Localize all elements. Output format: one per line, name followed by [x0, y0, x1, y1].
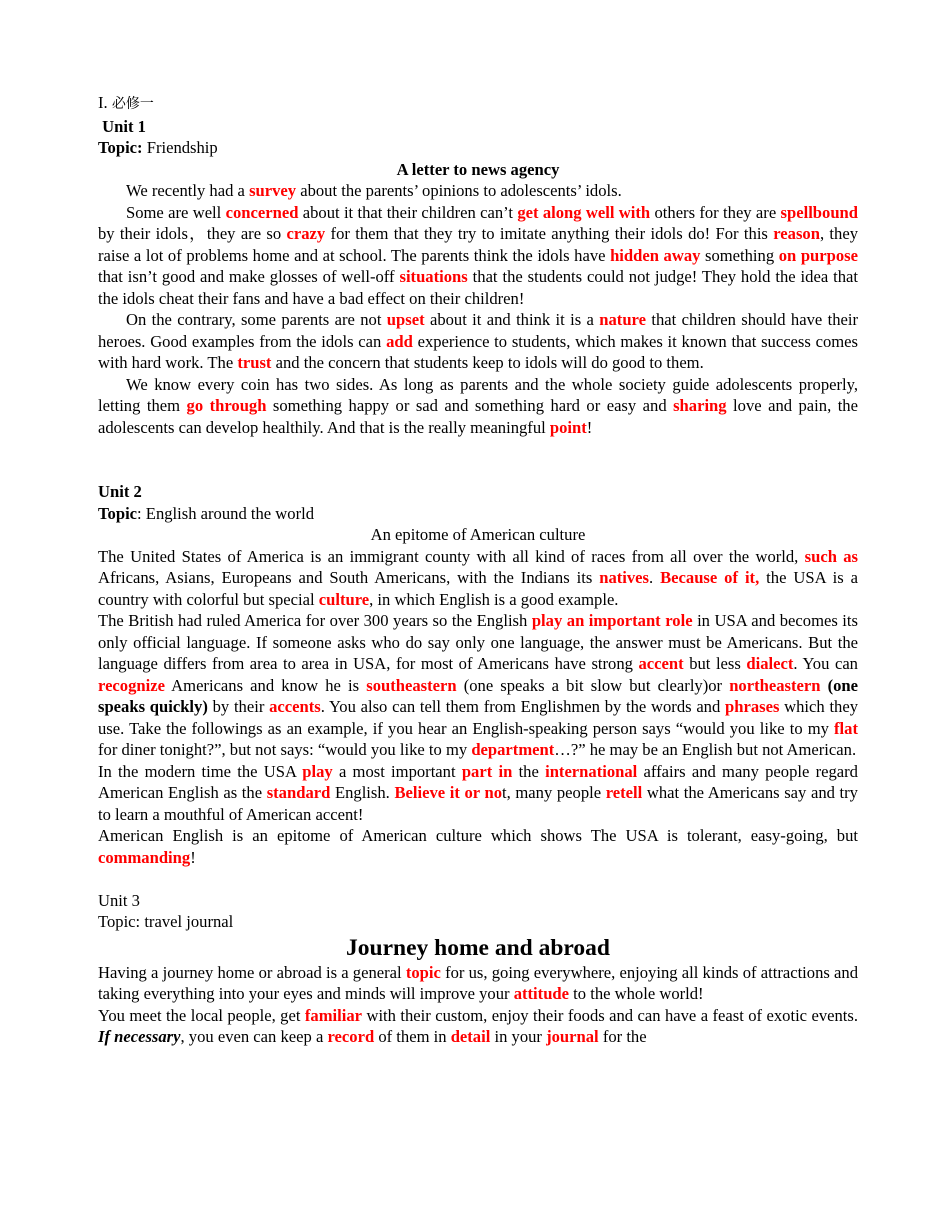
keyword: accents [269, 697, 321, 716]
keyword: Believe it or no [394, 783, 502, 802]
unit-1-article-title: A letter to news agency [396, 159, 560, 179]
keyword: crazy [286, 224, 326, 243]
text-run: for the [598, 1027, 647, 1046]
text-run: experience to students, which makes it known that success comes with hard work. The [98, 331, 858, 372]
keyword: accent [638, 654, 684, 673]
emphasis-phrase: If necessary [98, 1027, 181, 1046]
unit-1-paragraph [98, 202, 858, 310]
keyword: get along well with [517, 202, 651, 222]
unit-2-paragraph [98, 825, 858, 868]
text-run: You meet the local people, get [98, 1005, 305, 1025]
text-run: with their custom, enjoy their foods and can have a feast of exotic events. [362, 1005, 859, 1025]
text-run: ! [586, 417, 593, 437]
unit-2-topic: Topic: English around the world [98, 503, 315, 523]
keyword: standard [266, 783, 331, 802]
unit-2-paragraph [98, 761, 858, 826]
keyword: on purpose [778, 245, 858, 265]
text-run: . You can [793, 654, 858, 673]
bold-phrase: (one speaks quickly) [98, 675, 858, 716]
unit-1-label: Unit 1 [102, 116, 146, 136]
text-run: the [512, 761, 546, 781]
text-run: about it that their children can’t [298, 202, 518, 222]
text-run: On the contrary, some parents are not [126, 310, 387, 329]
keyword: point [549, 417, 587, 437]
unit-3-label: Unit 3 [98, 890, 140, 910]
keyword: spellbound [780, 202, 859, 222]
keyword: trust [237, 353, 272, 372]
keyword: natives [599, 568, 649, 587]
unit-2-paragraph [98, 546, 858, 611]
text-run: In the modern time the USA [98, 761, 303, 781]
text-run: by their [207, 697, 270, 716]
unit-3-article-title: Journey home and abroad [346, 934, 610, 961]
text-run: Having a journey home or abroad is a general [98, 962, 406, 982]
keyword: flat [834, 718, 858, 738]
unit-2-article-title: An epitome of American culture [370, 525, 586, 544]
unit-1-paragraphs [98, 180, 858, 438]
document-body [98, 92, 858, 1048]
keyword: dialect [746, 654, 794, 673]
keyword: southeastern [366, 675, 457, 695]
section-title: 必修一 [111, 97, 154, 112]
text-run: t, many people [502, 783, 606, 802]
unit-3-paragraph [98, 962, 858, 1005]
unit-2-label: Unit 2 [98, 482, 142, 501]
text-run: …?” he may be an English but not American. [554, 740, 857, 759]
text-run: that the students could not judge! They hold the idea that the idols cheat their fans and have a bad effect on their children! [98, 267, 859, 308]
text-run: for diner tonight?”, but not says: “would you like to my [98, 740, 472, 759]
text-run: in your [490, 1027, 547, 1046]
text-run: but less [683, 654, 747, 673]
keyword: phrases [725, 697, 780, 716]
text-run: . You also can tell them from Englishmen by the words and [320, 697, 726, 716]
keyword: Because of it, [660, 568, 760, 587]
keyword: detail [450, 1027, 491, 1046]
text-run: a most important [332, 761, 462, 781]
text-run: by their idols，they are so [98, 224, 287, 243]
text-run: for them that they try to imitate anything their idols do! For this [325, 224, 774, 243]
text-run: which they use. Take the followings as an example, if you hear an English-speaking person says “would you like to my [98, 697, 859, 738]
keyword: reason [773, 224, 820, 243]
keyword: retell [605, 783, 643, 802]
text-run: affairs and many people regard American English as the [98, 761, 858, 802]
text-run: We know every coin has two sides. As long as parents and the whole society guide adolescents properly, letting them [98, 374, 858, 415]
text-run: , you even can keep a [180, 1027, 328, 1046]
text-run: to the whole world! [569, 984, 704, 1003]
keyword: add [386, 331, 413, 351]
keyword: recognize [98, 675, 165, 695]
text-run: The United States of America is an immigrant county with all kind of races from all over the world, [98, 546, 805, 566]
text-run: Africans, Asians, Europeans and South Americans, with the Indians its [98, 568, 600, 587]
text-run: about the parents’ opinions to adolescents’ idols. [296, 181, 622, 200]
keyword: department [471, 740, 555, 759]
text-run: Some are well [126, 202, 226, 222]
text-run: in USA and becomes its only official language. If someone asks who do say only one language, the answer must be Americans. But the language differs from area to area in USA, for most of Americans have strong [98, 611, 858, 673]
text-run: , they raise a lot of problems home and at school. The parents think the idols have [98, 224, 858, 265]
keyword: culture [318, 589, 370, 609]
keyword: commanding [98, 847, 191, 867]
text-run: about it and think it is a [424, 310, 600, 329]
text-run: that isn’t good and make glosses of well-off [98, 267, 400, 286]
keyword: play an important role [531, 611, 693, 630]
text-run: others for they are [650, 202, 781, 222]
text-run: American English is an epitome of American culture which shows The USA is tolerant, easy-going, but [98, 826, 858, 845]
keyword: hidden away [610, 245, 701, 265]
keyword: play [302, 761, 333, 781]
keyword: go through [186, 396, 267, 415]
text-run: ! [190, 847, 196, 867]
keyword: sharing [673, 396, 727, 415]
unit-1-topic: Topic: Friendship [98, 138, 218, 157]
keyword: upset [386, 310, 425, 329]
keyword: such as [804, 546, 858, 566]
text-run: English. [330, 783, 395, 802]
unit-1-paragraph [98, 180, 858, 202]
section-prefix: I. [98, 93, 112, 112]
text-run: for us, going everywhere, enjoying all kinds of attractions and taking everything into your eyes and minds will improve your [98, 962, 859, 1003]
text-run: what the Americans say and try to learn a mouthful of American accent! [98, 783, 858, 824]
unit-2-paragraphs [98, 546, 858, 869]
keyword: topic [405, 962, 441, 982]
text-run: the USA is a country with colorful but special [98, 568, 858, 609]
text-run: Americans and know he is [164, 675, 367, 695]
keyword: journal [546, 1027, 599, 1046]
keyword: nature [599, 310, 646, 329]
text-run: , in which English is a good example. [369, 589, 619, 609]
text-run: and the concern that students keep to idols will do good to them. [271, 353, 704, 372]
keyword: northeastern [729, 675, 821, 695]
text-run: love and pain, the adolescents can develop healthily. And that is the really meaningful [98, 396, 858, 437]
unit-3-paragraphs [98, 962, 858, 1048]
spacer [98, 438, 858, 481]
keyword: part in [461, 761, 513, 781]
text-run [820, 676, 827, 695]
text-run: The British had ruled America for over 300 years so the English [98, 611, 532, 630]
keyword: international [545, 761, 638, 781]
unit-3-paragraph [98, 1005, 858, 1048]
keyword: attitude [513, 984, 570, 1003]
text-run: something happy or sad and something hard or easy and [266, 396, 674, 415]
unit-2-paragraph [98, 610, 858, 761]
text-run: (one speaks a bit slow but clearly)or [456, 675, 730, 695]
unit-3-topic: Topic: travel journal [98, 912, 234, 931]
text-run: something [700, 245, 779, 265]
keyword: record [327, 1027, 375, 1046]
text-run: We recently had a [126, 181, 250, 200]
section-heading [98, 92, 858, 116]
spacer [98, 868, 858, 890]
text-run: of them in [374, 1027, 451, 1046]
unit-1-paragraph [98, 374, 858, 439]
keyword: concerned [225, 202, 299, 222]
keyword: situations [399, 267, 468, 286]
text-run: that children should have their heroes. Good examples from the idols can [98, 310, 858, 351]
text-run: . [649, 568, 661, 587]
keyword: survey [249, 181, 297, 200]
keyword: familiar [304, 1005, 363, 1025]
unit-1-paragraph [98, 309, 858, 374]
